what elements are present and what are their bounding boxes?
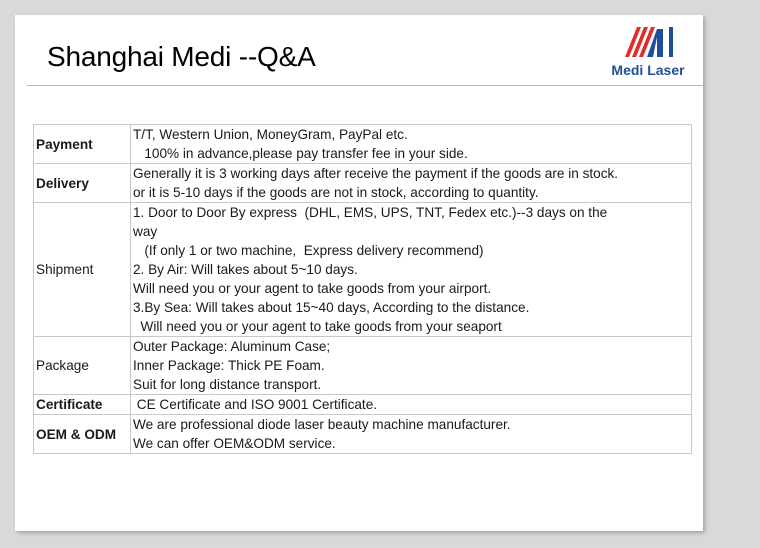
content-line: We are professional diode laser beauty machine manufacturer. — [133, 417, 511, 432]
row-content — [131, 415, 692, 454]
row-label: Certificate — [34, 395, 131, 415]
table-row — [34, 395, 692, 415]
row-content — [131, 337, 692, 395]
content-line: Generally it is 3 working days after receive the payment if the goods are in stock. — [133, 166, 619, 181]
content-line: 2. By Air: Will takes about 5~10 days. — [133, 262, 358, 277]
row-label: OEM & ODM — [34, 415, 131, 454]
content-line: Will need you or your agent to take goods from your seaport — [133, 319, 502, 334]
content-line: We can offer OEM&ODM service. — [133, 436, 336, 451]
content-line: way — [133, 224, 158, 239]
row-label: Package — [34, 337, 131, 395]
row-content — [131, 164, 692, 203]
table-row — [34, 337, 692, 395]
table-row — [34, 415, 692, 454]
content-line: Outer Package: Aluminum Case; — [133, 339, 331, 354]
row-label: Shipment — [34, 203, 131, 337]
title-divider — [27, 85, 703, 86]
qa-table — [33, 124, 692, 454]
content-line: Suit for long distance transport. — [133, 377, 322, 392]
row-content — [131, 395, 692, 415]
slide-title: Shanghai Medi --Q&A — [47, 41, 316, 72]
content-line: 100% in advance,please pay transfer fee in your side. — [133, 146, 468, 161]
medi-laser-logo — [605, 23, 691, 83]
row-label: Payment — [34, 125, 131, 164]
table-row — [34, 164, 692, 203]
slide — [15, 15, 703, 531]
content-line: or it is 5-10 days if the goods are not in stock, according to quantity. — [133, 185, 539, 200]
row-content — [131, 203, 692, 337]
table-row — [34, 203, 692, 337]
row-content — [131, 125, 692, 164]
content-line: T/T, Western Union, MoneyGram, PayPal etc. — [133, 127, 408, 142]
content-line: (If only 1 or two machine, Express delivery recommend) — [133, 243, 484, 258]
content-line: 1. Door to Door By express (DHL, EMS, UPS, TNT, Fedex etc.)--3 days on the — [133, 205, 608, 220]
content-line: Inner Package: Thick PE Foam. — [133, 358, 325, 373]
content-line: CE Certificate and ISO 9001 Certificate. — [133, 397, 378, 412]
logo-text: Medi Laser — [611, 62, 685, 78]
content-line: 3.By Sea: Will takes about 15~40 days, According to the distance. — [133, 300, 530, 315]
table-row — [34, 125, 692, 164]
content-line: Will need you or your agent to take goods from your airport. — [133, 281, 492, 296]
medi-logo-mark-icon — [623, 23, 675, 59]
row-label: Delivery — [34, 164, 131, 203]
